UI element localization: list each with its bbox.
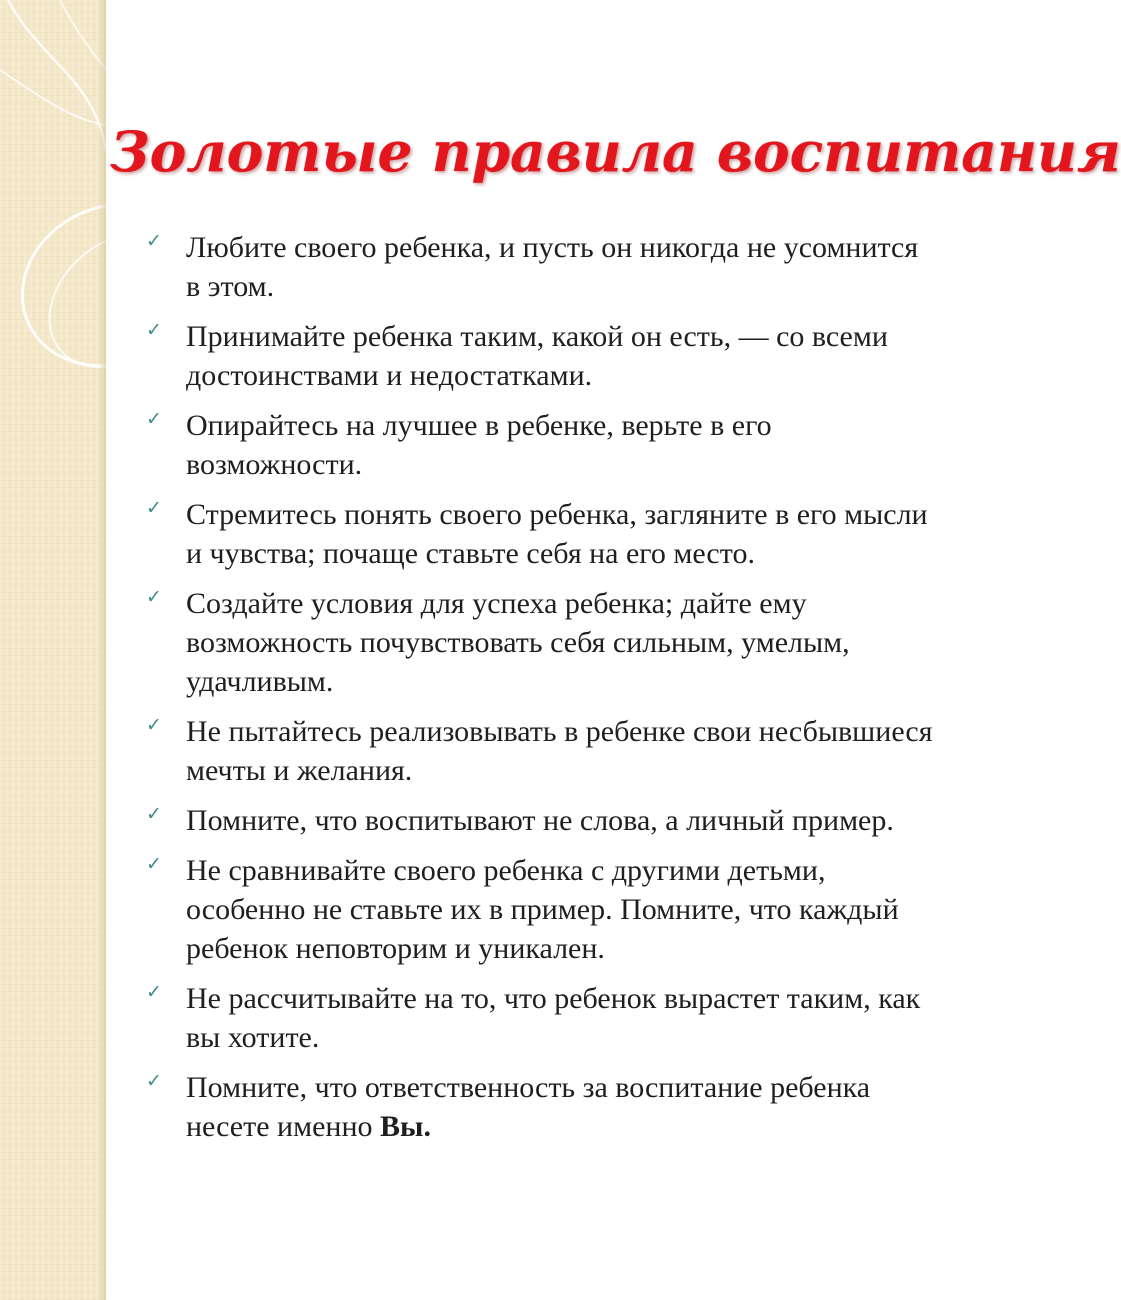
rule-item xyxy=(138,495,938,573)
rule-text: Не рассчитывайте на то, что ребенок вырастет таким, как вы хотите. xyxy=(186,982,921,1054)
checkmark-icon: ✓ xyxy=(146,853,162,875)
decorative-swirl-icon xyxy=(0,0,106,420)
rule-item xyxy=(138,1068,938,1146)
rule-emphasis: Вы. xyxy=(380,1110,431,1143)
rule-item xyxy=(138,712,938,790)
checkmark-icon: ✓ xyxy=(146,408,162,430)
rule-text: Помните, что ответственность за воспитание ребенка несете именно xyxy=(186,1071,871,1143)
checkmark-icon: ✓ xyxy=(146,319,162,341)
rules-list xyxy=(138,228,938,1157)
checkmark-icon: ✓ xyxy=(146,981,162,1003)
decorative-side-panel xyxy=(0,0,106,1300)
rule-item xyxy=(138,406,938,484)
rule-text: Принимайте ребенка таким, какой он есть, — со всеми достоинствами и недостатками. xyxy=(186,320,888,392)
rule-item xyxy=(138,979,938,1057)
checkmark-icon: ✓ xyxy=(146,586,162,608)
rule-item xyxy=(138,851,938,968)
checkmark-icon: ✓ xyxy=(146,230,162,252)
checkmark-icon: ✓ xyxy=(146,497,162,519)
rule-text: Создайте условия для успеха ребенка; дайте ему возможность почувствовать себя сильным, умелым, удачливым. xyxy=(186,587,850,698)
rule-text: Помните, что воспитывают не слова, а личный пример. xyxy=(186,804,894,837)
rule-item xyxy=(138,317,938,395)
rule-item xyxy=(138,801,938,840)
rule-item xyxy=(138,584,938,701)
page-title: Золотые правила воспитания xyxy=(110,119,1121,184)
checkmark-icon: ✓ xyxy=(146,803,162,825)
rule-text: Опирайтесь на лучшее в ребенке, верьте в его возможности. xyxy=(186,409,772,481)
checkmark-icon: ✓ xyxy=(146,1070,162,1092)
rule-text: Стремитесь понять своего ребенка, загляните в его мысли и чувства; почаще ставьте себя на его место. xyxy=(186,498,928,570)
rule-text: Не сравнивайте своего ребенка с другими детьми, особенно не ставьте их в пример. Помните, что каждый ребенок неповторим и уникален. xyxy=(186,854,899,965)
rule-text: Любите своего ребенка, и пусть он никогда не усомнится в этом. xyxy=(186,231,919,303)
checkmark-icon: ✓ xyxy=(146,714,162,736)
rule-item xyxy=(138,228,938,306)
rule-text: Не пытайтесь реализовывать в ребенке свои несбывшиеся мечты и желания. xyxy=(186,715,933,787)
